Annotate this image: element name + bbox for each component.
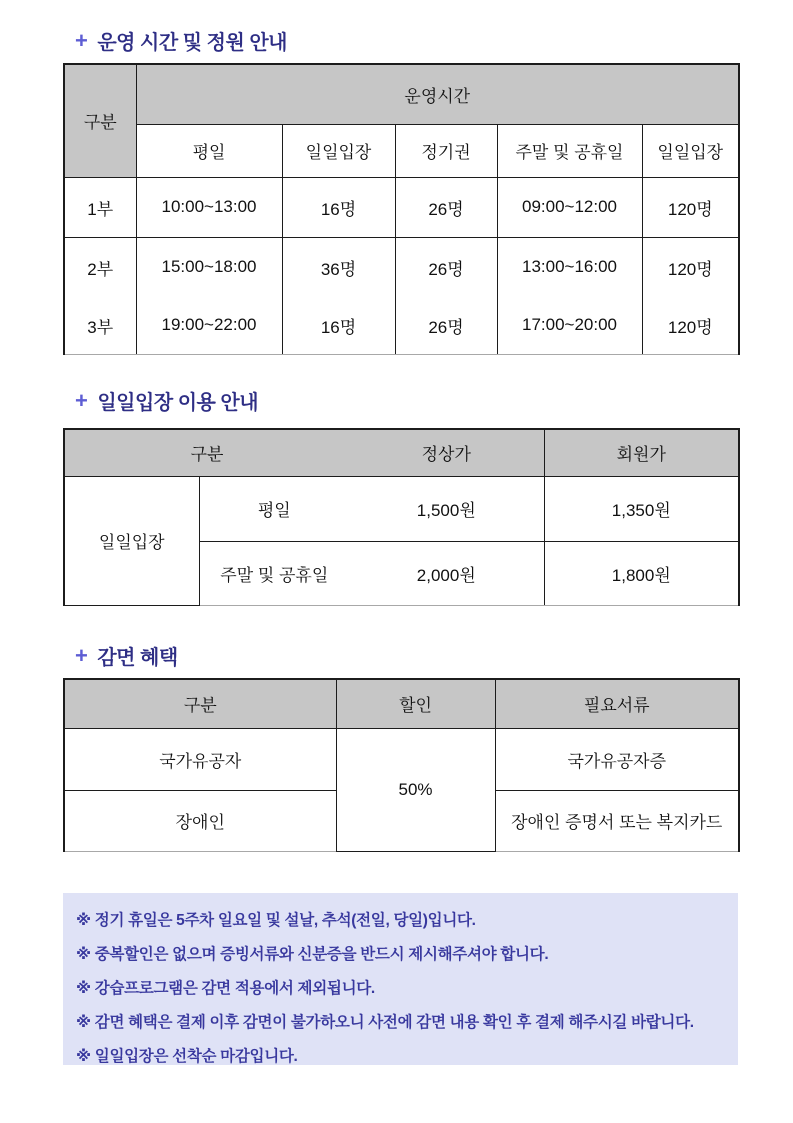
cell-weekend-capacity: 120명 bbox=[642, 297, 739, 354]
cell-day-type: 주말 및 공휴일 bbox=[199, 541, 349, 605]
table1-col-header: 정기권 bbox=[395, 124, 497, 177]
table1-subheader-row bbox=[64, 124, 739, 177]
table-row bbox=[64, 177, 739, 237]
cell-daily-capacity: 36명 bbox=[282, 237, 395, 297]
cell-member-price: 1,350원 bbox=[544, 476, 739, 541]
table1-col-header: 일일입장 bbox=[282, 124, 395, 177]
plus-icon: + bbox=[75, 27, 88, 53]
table-row bbox=[64, 476, 739, 541]
daily-admission-table bbox=[63, 428, 740, 606]
cell-document: 장애인 증명서 또는 복지카드 bbox=[495, 790, 739, 851]
table-row bbox=[64, 237, 739, 297]
table3-header-discount: 할인 bbox=[336, 679, 495, 728]
note-line: ※ 중복할인은 없으며 증빙서류와 신분증을 반드시 제시해주셔야 합니다. bbox=[76, 946, 549, 963]
row-label: 2부 bbox=[64, 237, 136, 297]
cell-normal-price: 2,000원 bbox=[349, 541, 544, 605]
section-heading-discount bbox=[75, 641, 178, 670]
cell-weekday-time: 10:00~13:00 bbox=[136, 177, 282, 237]
discount-table bbox=[63, 678, 740, 852]
note-line: ※ 감면 혜택은 결제 이후 감면이 불가하오니 사전에 감면 내용 확인 후 결제 해주시길 바랍니다. bbox=[76, 1014, 694, 1031]
cell-category: 장애인 bbox=[64, 790, 336, 851]
table3-header-row bbox=[64, 679, 739, 728]
section-heading-daily-admission bbox=[75, 386, 258, 415]
cell-normal-price: 1,500원 bbox=[349, 476, 544, 541]
cell-pass-capacity: 26명 bbox=[395, 177, 497, 237]
operating-hours-table bbox=[63, 63, 740, 355]
table-row bbox=[64, 728, 739, 790]
section-title: 운영 시간 및 정원 안내 bbox=[97, 32, 287, 54]
cell-weekend-time: 13:00~16:00 bbox=[497, 237, 642, 297]
cell-weekday-time: 19:00~22:00 bbox=[136, 297, 282, 354]
cell-discount-rate: 50% bbox=[336, 728, 495, 851]
table2-header-row bbox=[64, 429, 739, 476]
table1-corner-header: 구분 bbox=[64, 64, 136, 177]
cell-weekend-time: 09:00~12:00 bbox=[497, 177, 642, 237]
table-row bbox=[64, 297, 739, 354]
table2-header-gubun: 구분 bbox=[64, 429, 349, 476]
cell-weekend-capacity: 120명 bbox=[642, 177, 739, 237]
cell-pass-capacity: 26명 bbox=[395, 237, 497, 297]
cell-pass-capacity: 26명 bbox=[395, 297, 497, 354]
note-line: ※ 강습프로그램은 감면 적용에서 제외됩니다. bbox=[76, 980, 375, 997]
table3-header-documents: 필요서류 bbox=[495, 679, 739, 728]
row-label: 3부 bbox=[64, 297, 136, 354]
section-title: 감면 혜택 bbox=[97, 647, 178, 669]
cell-daily-capacity: 16명 bbox=[282, 177, 395, 237]
note-line: ※ 일일입장은 선착순 마감입니다. bbox=[76, 1048, 298, 1065]
table1-col-header: 평일 bbox=[136, 124, 282, 177]
cell-weekend-capacity: 120명 bbox=[642, 237, 739, 297]
table2-header-normal-price: 정상가 bbox=[349, 429, 544, 476]
note-line: ※ 정기 휴일은 5주차 일요일 및 설날, 추석(전일, 당일)입니다. bbox=[76, 912, 476, 929]
table1-group-header: 운영시간 bbox=[136, 64, 739, 124]
row-label: 1부 bbox=[64, 177, 136, 237]
section-title: 일일입장 이용 안내 bbox=[97, 392, 259, 414]
notes-box bbox=[63, 893, 738, 1065]
cell-weekend-time: 17:00~20:00 bbox=[497, 297, 642, 354]
plus-icon: + bbox=[75, 642, 88, 668]
table1-col-header: 주말 및 공휴일 bbox=[497, 124, 642, 177]
cell-document: 국가유공자증 bbox=[495, 728, 739, 790]
table3-header-gubun: 구분 bbox=[64, 679, 336, 728]
row-group-label: 일일입장 bbox=[64, 476, 199, 605]
table2-header-member-price: 회원가 bbox=[544, 429, 739, 476]
section-heading-operating-hours bbox=[75, 26, 287, 55]
cell-category: 국가유공자 bbox=[64, 728, 336, 790]
cell-day-type: 평일 bbox=[199, 476, 349, 541]
cell-member-price: 1,800원 bbox=[544, 541, 739, 605]
table1-col-header: 일일입장 bbox=[642, 124, 739, 177]
plus-icon: + bbox=[75, 387, 88, 413]
cell-weekday-time: 15:00~18:00 bbox=[136, 237, 282, 297]
cell-daily-capacity: 16명 bbox=[282, 297, 395, 354]
